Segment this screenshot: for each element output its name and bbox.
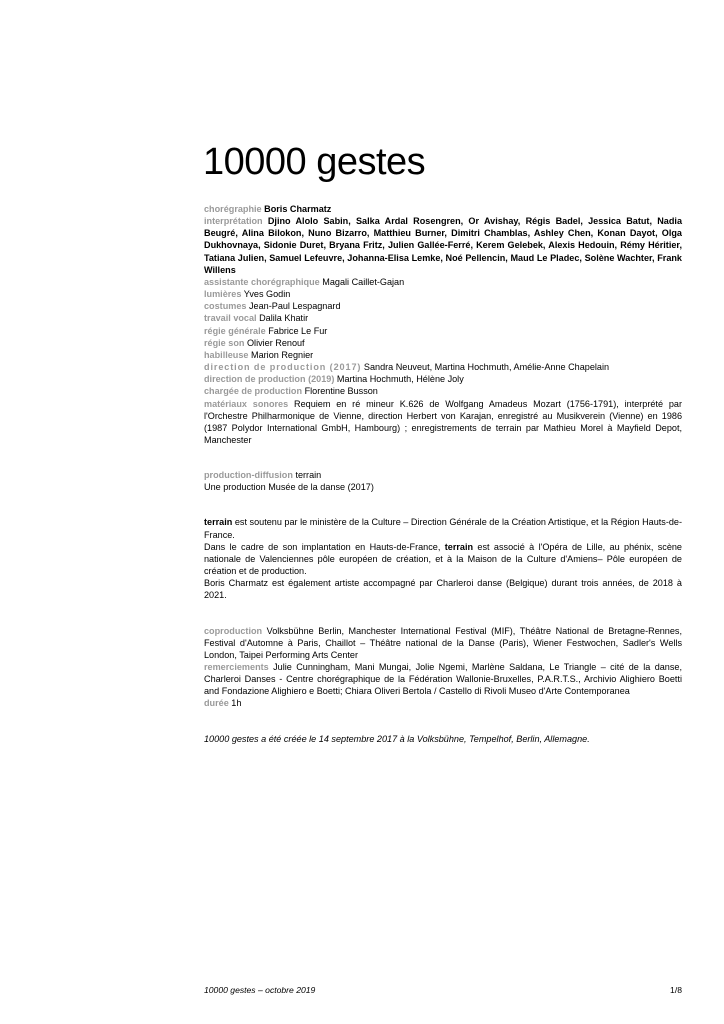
credit-label: lumières <box>204 289 242 300</box>
credit-label: assistante chorégraphique <box>204 276 320 287</box>
support-paragraph <box>204 516 682 601</box>
credit-value: Fabrice Le Fur <box>268 325 328 336</box>
credit-value: Olivier Renouf <box>246 337 305 348</box>
credit-value: Martina Hochmuth, Hélène Joly <box>336 374 464 385</box>
credit-label: régie générale <box>204 325 266 336</box>
support-line-1 <box>204 516 682 540</box>
credit-line-chargee-production <box>204 385 682 397</box>
credit-label: travail vocal <box>204 313 257 324</box>
credit-label: costumes <box>204 301 247 312</box>
credit-label: habilleuse <box>204 349 249 360</box>
credit-value: Dalila Khatir <box>259 313 309 324</box>
credits-list-primary <box>204 203 682 446</box>
page-title: 10000 gestes <box>203 141 426 184</box>
credit-line-assistante <box>204 276 682 288</box>
credit-line-regie-generale <box>204 325 682 337</box>
production-label: production-diffusion <box>204 470 293 481</box>
credit-label: chorégraphie <box>204 204 262 214</box>
credit-line-duree <box>204 697 682 709</box>
credit-value: Volksbühne Berlin, Manchester International Festival (MIF), Théâtre National de Bretagne-Rennes, Festival d'Automne à Paris, Chaillot – Théâtre national de la Danse (Paris), Wiener Festwochen, Sadler's Wells London, Taipei Performing Arts Center <box>204 625 682 660</box>
credit-value: Yves Godin <box>243 289 291 300</box>
credit-value: Sandra Neuveut, Martina Hochmuth, Amélie-Anne Chapelain <box>363 362 610 373</box>
credit-value: Florentine Busson <box>304 386 378 397</box>
credit-label: remerciements <box>204 662 269 672</box>
credit-line-regie-son <box>204 337 682 349</box>
support-line-2-b: est associé à l'Opéra de Lille, au phénix, scène nationale de Valenciennes pôle européen de création, et à la Maison de la Culture d'Amiens– Pôle européen de création et de production. <box>204 541 682 577</box>
credit-line-direction-production-2019 <box>204 373 682 385</box>
credits-list-secondary <box>204 625 682 710</box>
credit-line-materiaux-sonores <box>204 398 682 447</box>
credit-value: Marion Regnier <box>251 349 314 360</box>
credit-label: coproduction <box>204 625 263 636</box>
credit-value: Requiem en ré mineur K.626 de Wolfgang Amadeus Mozart (1756-1791), interprété par l'Orchestre Philharmonique de Vienne, direction Herbert von Karajan, enregistré au Musikverein (Vienne) en 1986 (1987 Polydor International GmbH, Hambourg) ; enregistrements de terrain par Mathieu Morel à Mayfield Depot, Manchester <box>204 398 683 445</box>
support-line-3: Boris Charmatz est également artiste accompagné par Charleroi danse (Belgique) durant trois années, de 2018 à 2021. <box>204 578 682 601</box>
premiere-note-text: 10000 gestes a été créée le 14 septembre 2017 à la Volksbühne, Tempelhof, Berlin, Allemagne. <box>204 733 590 744</box>
credit-value: Julie Cunningham, Mani Mungai, Jolie Ngemi, Marlène Saldana, Le Triangle – cité de la danse, Charleroi Danses - Centre chorégraphique de la Fédération Wallonie-Bruxelles, P.A.R.T.S., Archivio Alighiero Boetti and Fondazione Alighiero e Boetti; Chiara Oliveri Bertola / Castello di Rivoli Museo d'Arte Contemporanea <box>204 662 682 697</box>
credit-value: Djino Alolo Sabin, Salka Ardal Rosengren, Or Avishay, Régis Badel, Jessica Batut, Nadia Beugré, Alina Bilokon, Nuno Bizarro, Matthieu Burner, Dimitri Chamblas, Ashley Chen, Konan Dayot, Olga Dukhovnaya, Sidonie Duret, Bryana Fritz, Julien Gallée-Ferré, Kerem Gelebek, Alexis Hedouin, Rémy Héritier, Tatiana Julien, Samuel Lefeuvre, Johanna-Elisa Lemke, Noé Pellencin, Maud Le Pladec, Solène Wachter, Frank Willens <box>204 216 682 275</box>
credit-line-travail-vocal <box>204 312 682 324</box>
premiere-note <box>204 733 682 745</box>
support-terrain-bold-2: terrain <box>444 541 474 552</box>
credit-line-costumes <box>204 300 682 312</box>
credit-label: durée <box>204 698 229 709</box>
credit-line-habilleuse <box>204 349 682 361</box>
support-terrain-bold-1: terrain <box>204 517 233 528</box>
credit-value: Jean-Paul Lespagnard <box>249 301 341 312</box>
credit-value: Magali Caillet-Gajan <box>322 276 405 287</box>
credit-line-coproduction <box>204 625 682 661</box>
production-line-2: Une production Musée de la danse (2017) <box>204 482 374 493</box>
credit-label: direction de production (2017) <box>204 362 362 373</box>
production-block <box>204 469 682 493</box>
production-line <box>204 469 682 481</box>
support-line-2-a: Dans le cadre de son implantation en Hauts-de-France, <box>204 541 445 552</box>
credit-label: chargée de production <box>204 386 303 397</box>
credit-label: direction de production (2019) <box>204 374 335 385</box>
footer-page-number: 1/8 <box>670 985 682 995</box>
page-footer <box>204 985 682 995</box>
credit-line-remerciements <box>204 661 682 697</box>
credit-line-interpretation <box>204 215 682 276</box>
credit-label: matériaux sonores <box>204 398 289 409</box>
credit-label: régie son <box>204 337 245 348</box>
support-line-2 <box>204 541 682 577</box>
credit-line-direction-production-2017 <box>204 361 682 373</box>
credit-value: Boris Charmatz <box>264 204 332 214</box>
production-value: terrain <box>295 470 322 481</box>
support-line-1-rest: est soutenu par le ministère de la Culture – Direction Générale de la Création Artistique, et la Région Hauts-de-France. <box>204 517 682 540</box>
credit-label: interprétation <box>204 216 263 227</box>
credit-value: 1h <box>231 698 242 709</box>
footer-left-text: 10000 gestes – octobre 2019 <box>204 985 316 995</box>
credit-line-lumieres <box>204 288 682 300</box>
credit-line-choregraphie <box>204 203 682 215</box>
credits-content <box>204 203 682 745</box>
